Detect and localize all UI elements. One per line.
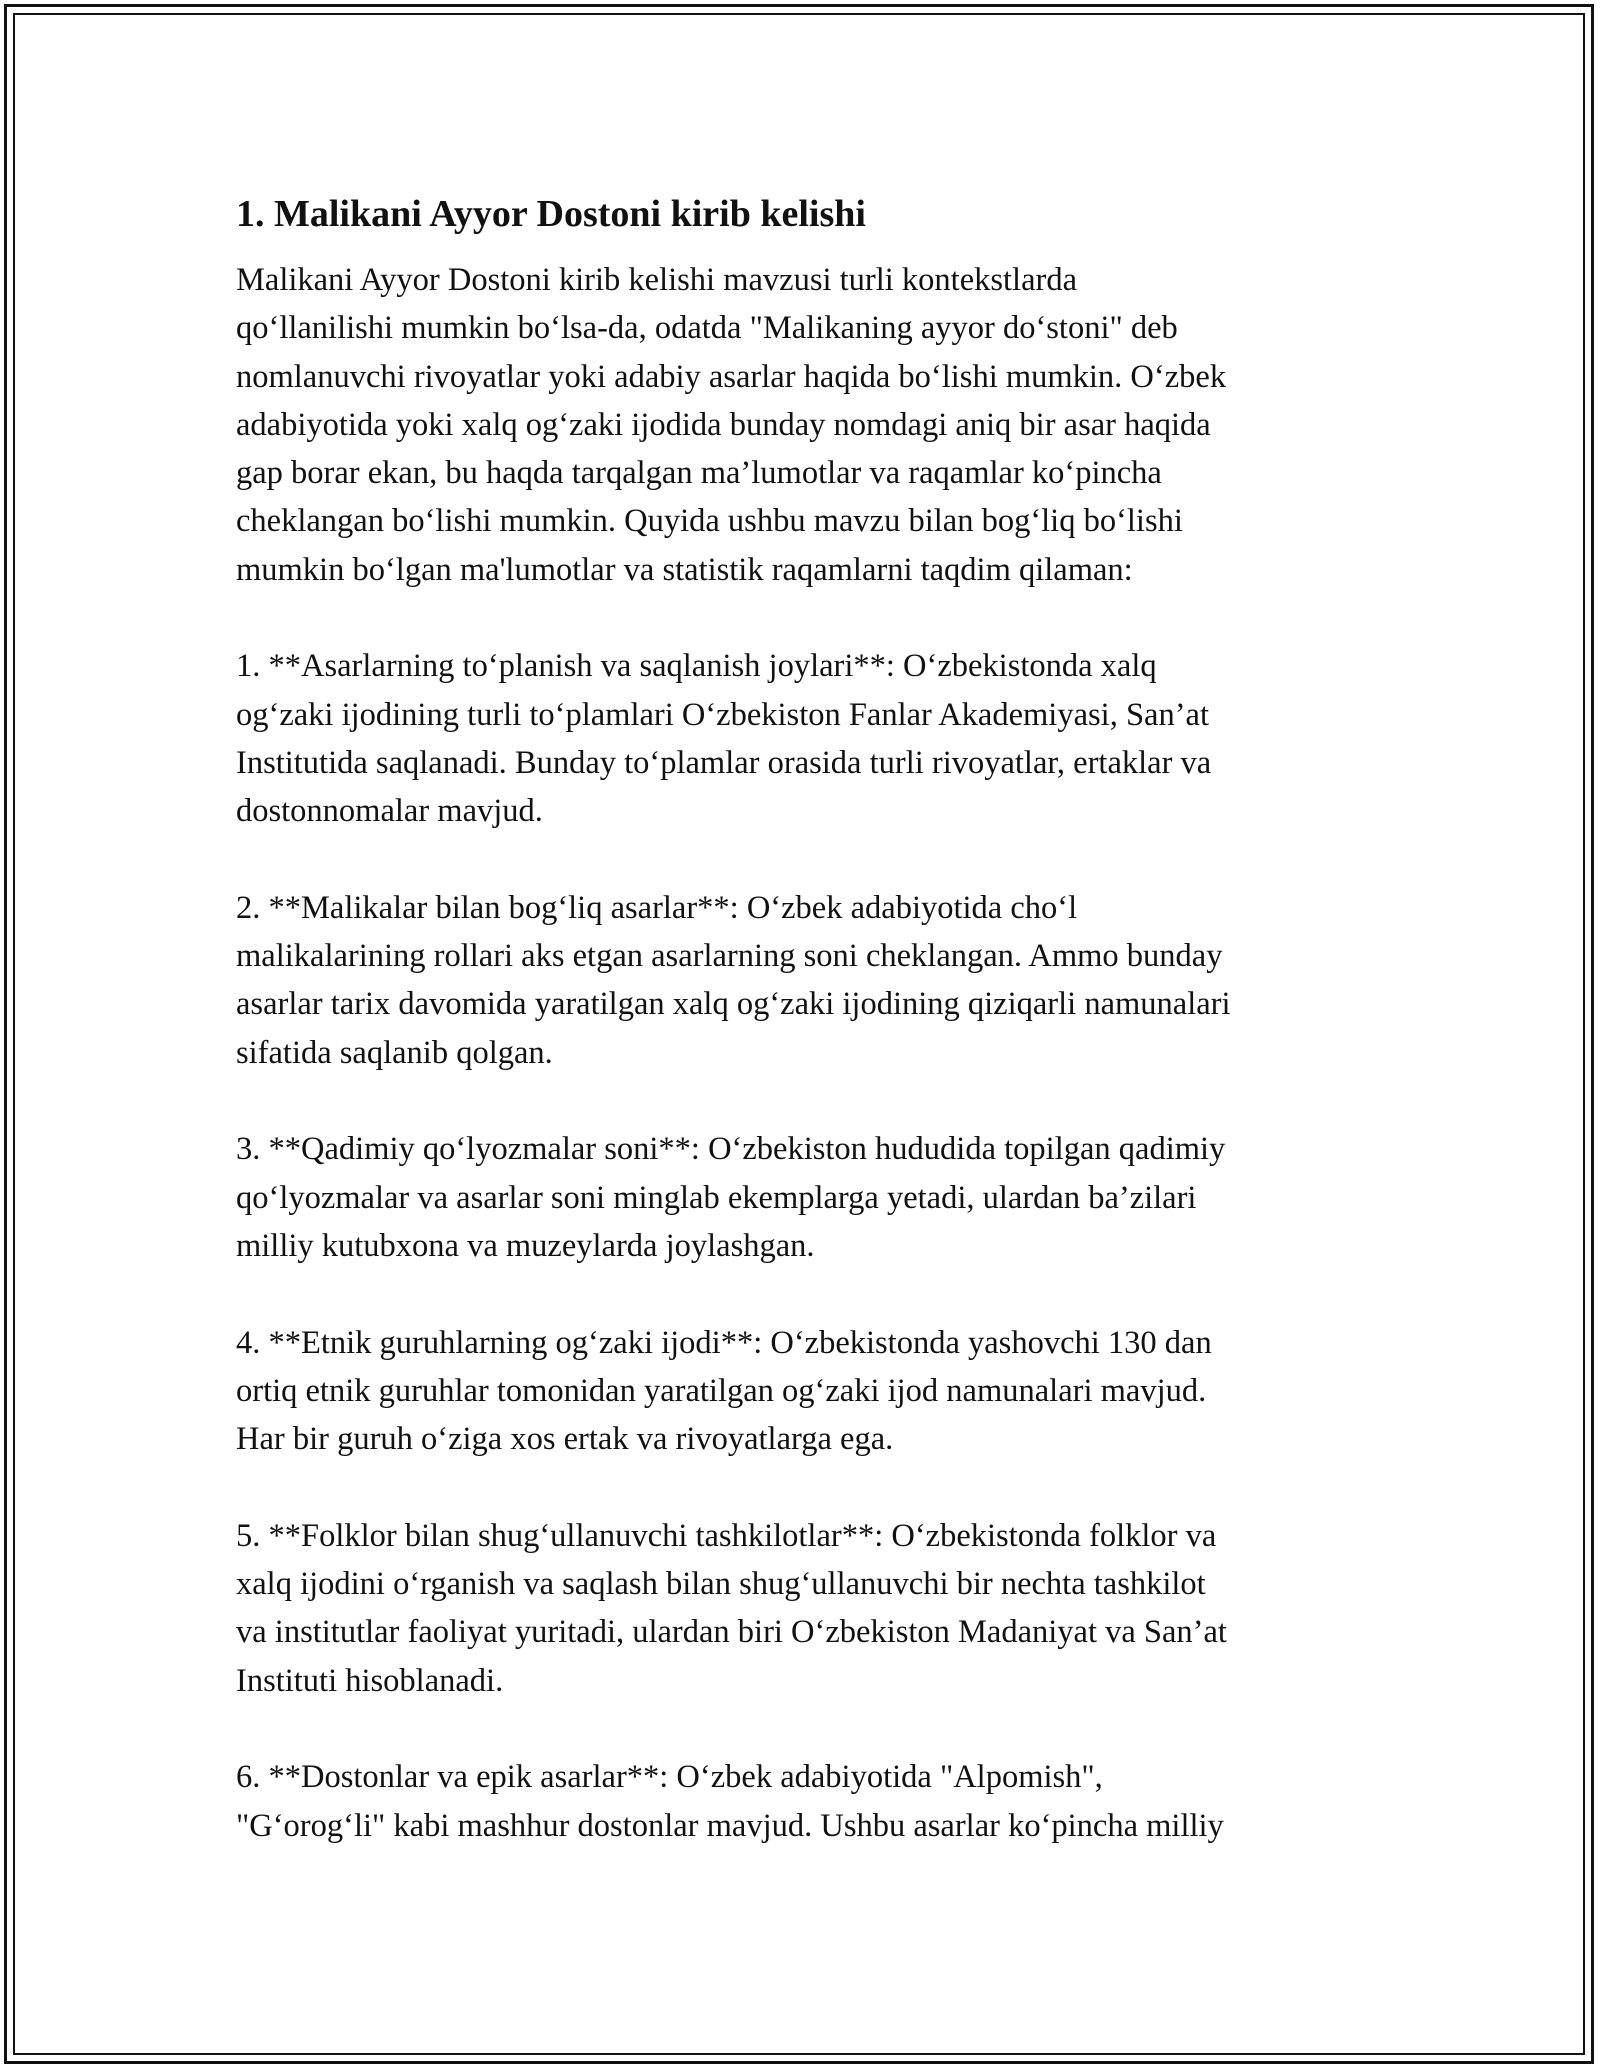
text-line: ortiq etnik guruhlar tomonidan yaratilgan og‘zaki ijod namunalari mavjud. [236,1372,1207,1409]
list-item-paragraph [236,642,1366,835]
list-item-paragraph [236,1512,1366,1705]
text-line: 1. **Asarlarning to‘planish va saqlanish joylari**: O‘zbekistonda xalq [236,648,1157,685]
text-line: Instituti hisoblanadi. [236,1662,504,1699]
text-line: malikalarining rollari aks etgan asarlarning soni cheklangan. Ammo bunday [236,938,1223,975]
paragraph-list [236,256,1366,1850]
text-line: qo‘lyozmalar va asarlar soni minglab ekemplarga yetadi, ulardan ba’zilari [236,1179,1197,1216]
list-item-paragraph [236,1125,1366,1270]
text-line: milliy kutubxona va muzeylarda joylashgan. [236,1227,815,1264]
text-line: og‘zaki ijodining turli to‘plamlari O‘zbekiston Fanlar Akademiyasi, San’at [236,696,1209,733]
text-line: 6. **Dostonlar va epik asarlar**: O‘zbek adabiyotida "Alpomish", [236,1759,1103,1796]
page-title: 1. Malikani Ayyor Dostoni kirib kelishi [236,193,866,235]
text-line: 2. **Malikalar bilan bog‘liq asarlar**: O‘zbek adabiyotida cho‘l [236,889,1078,926]
text-line: Har bir guruh o‘ziga xos ertak va rivoyatlarga ega. [236,1421,894,1458]
text-line: asarlar tarix davomida yaratilgan xalq og‘zaki ijodining qiziqarli namunalari [236,986,1231,1023]
text-line: 3. **Qadimiy qo‘lyozmalar soni**: O‘zbekiston hududida topilgan qadimiy [236,1131,1226,1168]
text-line: nomlanuvchi rivoyatlar yoki adabiy asarlar haqida bo‘lishi mumkin. O‘zbek [236,358,1227,395]
text-line: Institutida saqlanadi. Bunday to‘plamlar orasida turli rivoyatlar, ertaklar va [236,744,1212,781]
text-line: cheklangan bo‘lishi mumkin. Quyida ushbu mavzu bilan bog‘liq bo‘lishi [236,503,1183,540]
text-line: sifatida saqlanib qolgan. [236,1034,553,1071]
text-line: dostonnomalar mavjud. [236,793,543,830]
text-line: qo‘llanilishi mumkin bo‘lsa-da, odatda "Malikaning ayyor do‘stoni" deb [236,310,1178,347]
text-line: adabiyotida yoki xalq og‘zaki ijodida bunday nomdagi aniq bir asar haqida [236,406,1211,443]
list-item-paragraph [236,884,1366,1077]
text-line: gap borar ekan, bu haqda tarqalgan ma’lumotlar va raqamlar ko‘pincha [236,455,1162,492]
text-line: va institutlar faoliyat yuritadi, ulardan biri O‘zbekiston Madaniyat va San’at [236,1614,1227,1651]
document-body [236,188,1366,1898]
intro-paragraph [236,256,1366,594]
text-line: 4. **Etnik guruhlarning og‘zaki ijodi**: O‘zbekistonda yashovchi 130 dan [236,1324,1212,1361]
text-line: Malikani Ayyor Dostoni kirib kelishi mavzusi turli kontekstlarda [236,262,1078,298]
text-line: mumkin bo‘lgan ma'lumotlar va statistik raqamlarni taqdim qilaman: [236,551,1133,588]
list-item-paragraph [236,1319,1366,1464]
text-line: xalq ijodini o‘rganish va saqlash bilan shug‘ullanuvchi bir nechta tashkilot [236,1566,1206,1603]
text-line: 5. **Folklor bilan shug‘ullanuvchi tashkilotlar**: O‘zbekistonda folklor va [236,1517,1217,1554]
text-line: "G‘orog‘li" kabi mashhur dostonlar mavjud. Ushbu asarlar ko‘pincha milliy [236,1807,1224,1844]
list-item-paragraph [236,1753,1366,1850]
